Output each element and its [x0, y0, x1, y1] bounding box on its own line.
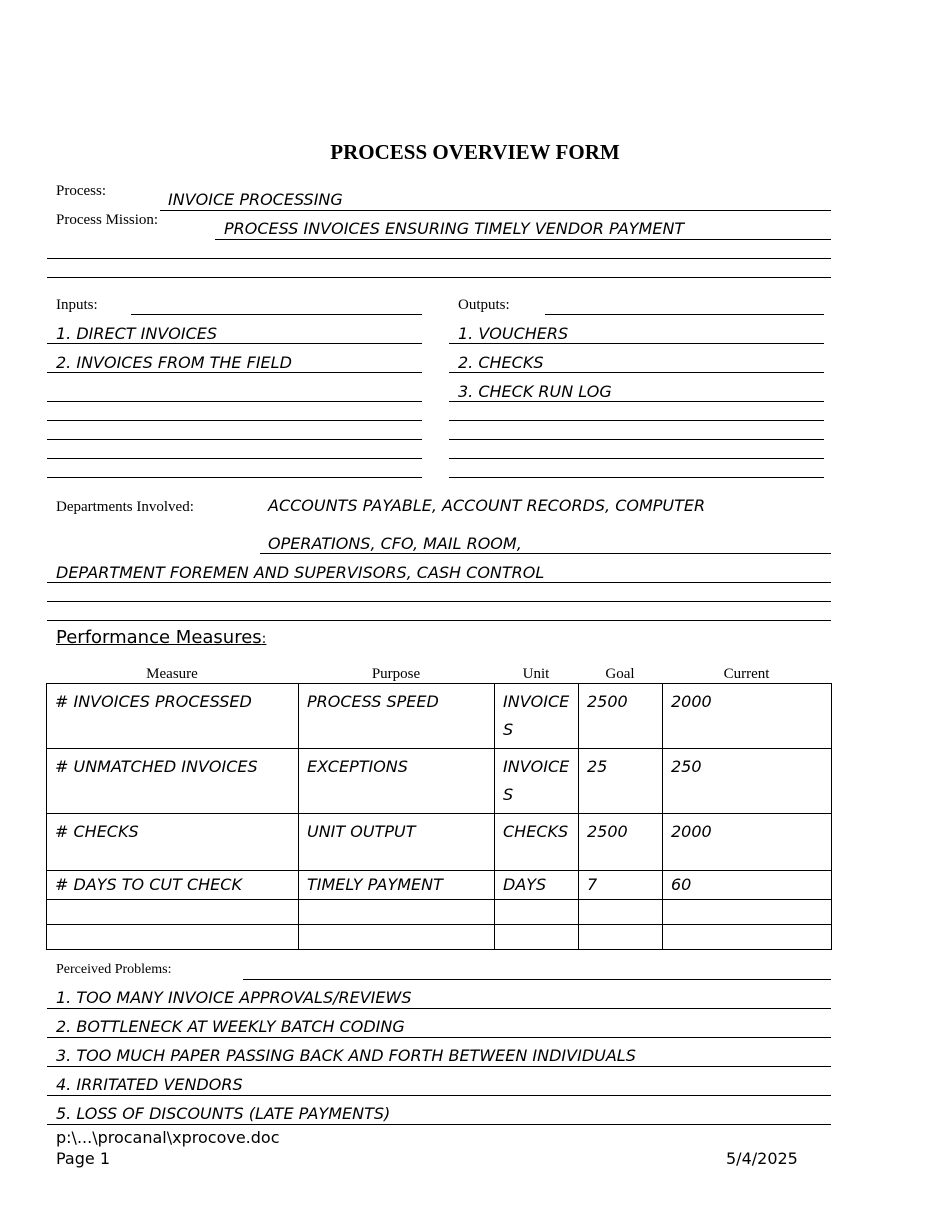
- goal-cell[interactable]: 2500: [579, 814, 663, 871]
- purpose-cell[interactable]: TIMELY PAYMENT: [299, 871, 495, 900]
- departments-line[interactable]: OPERATIONS, CFO, MAIL ROOM,: [268, 534, 522, 553]
- column-header-current: Current: [723, 666, 770, 682]
- performance-heading: Performance Measures:: [56, 627, 267, 648]
- process-underline: [160, 210, 831, 211]
- input-line: [47, 401, 422, 402]
- input-line: [47, 477, 422, 478]
- problem-item[interactable]: 5. LOSS OF DISCOUNTS (LATE PAYMENTS): [56, 1104, 391, 1123]
- problem-item[interactable]: 3. TOO MUCH PAPER PASSING BACK AND FORTH BETWEEN INDIVIDUALS: [56, 1046, 636, 1065]
- mission-underline: [215, 239, 831, 240]
- departments-label: Departments Involved:: [56, 499, 194, 515]
- output-line: [449, 372, 824, 373]
- purpose-cell[interactable]: EXCEPTIONS: [299, 749, 495, 814]
- form-title: PROCESS OVERVIEW FORM: [330, 140, 620, 164]
- current-cell[interactable]: [663, 900, 832, 925]
- outputs-underline: [545, 314, 824, 315]
- current-cell[interactable]: 2000: [663, 814, 832, 871]
- unit-cell[interactable]: CHECKS: [495, 814, 579, 871]
- output-line: [449, 420, 824, 421]
- mission-label: Process Mission:: [56, 212, 159, 228]
- inputs-underline: [131, 314, 422, 315]
- purpose-cell[interactable]: [299, 900, 495, 925]
- departments-underline: [47, 582, 831, 583]
- measure-cell[interactable]: # INVOICES PROCESSED: [47, 684, 299, 749]
- current-cell[interactable]: [663, 925, 832, 950]
- output-line: [449, 458, 824, 459]
- input-line: [47, 343, 422, 344]
- input-line: [47, 372, 422, 373]
- measure-cell[interactable]: # DAYS TO CUT CHECK: [47, 871, 299, 900]
- problem-item[interactable]: 1. TOO MANY INVOICE APPROVALS/REVIEWS: [56, 988, 412, 1007]
- table-row: [47, 925, 832, 950]
- goal-cell[interactable]: [579, 925, 663, 950]
- unit-cell[interactable]: INVOICES: [495, 684, 579, 749]
- measure-cell[interactable]: [47, 925, 299, 950]
- problem-item[interactable]: 2. BOTTLENECK AT WEEKLY BATCH CODING: [56, 1017, 405, 1036]
- table-row: [47, 749, 832, 814]
- output-item[interactable]: 1. VOUCHERS: [458, 324, 569, 343]
- departments-blank-line: [47, 601, 831, 602]
- input-line: [47, 420, 422, 421]
- table-row: [47, 684, 832, 749]
- mission-blank-line: [47, 258, 831, 259]
- problems-label: Perceived Problems:: [56, 962, 172, 977]
- goal-cell[interactable]: 25: [579, 749, 663, 814]
- current-cell[interactable]: 2000: [663, 684, 832, 749]
- input-line: [47, 458, 422, 459]
- problem-line: [47, 1037, 831, 1038]
- goal-cell[interactable]: 7: [579, 871, 663, 900]
- column-header-measure: Measure: [146, 666, 198, 682]
- output-line: [449, 343, 824, 344]
- performance-table: [46, 683, 832, 950]
- outputs-label: Outputs:: [458, 297, 510, 313]
- unit-cell[interactable]: [495, 900, 579, 925]
- unit-cell[interactable]: INVOICES: [495, 749, 579, 814]
- input-line: [47, 439, 422, 440]
- problem-line: [47, 1008, 831, 1009]
- table-row: [47, 814, 832, 871]
- output-line: [449, 477, 824, 478]
- table-row: [47, 900, 832, 925]
- input-item[interactable]: 2. INVOICES FROM THE FIELD: [56, 353, 292, 372]
- current-cell[interactable]: 60: [663, 871, 832, 900]
- column-header-purpose: Purpose: [371, 666, 421, 682]
- column-header-unit: Unit: [522, 666, 550, 682]
- problems-underline: [243, 979, 831, 980]
- departments-blank-line: [47, 620, 831, 621]
- column-header-goal: Goal: [605, 666, 635, 682]
- problem-line: [47, 1066, 831, 1067]
- output-item[interactable]: 3. CHECK RUN LOG: [458, 382, 612, 401]
- problem-item[interactable]: 4. IRRITATED VENDORS: [56, 1075, 243, 1094]
- unit-cell[interactable]: [495, 925, 579, 950]
- output-line: [449, 401, 824, 402]
- mission-value[interactable]: PROCESS INVOICES ENSURING TIMELY VENDOR PAYMENT: [224, 219, 685, 238]
- input-item[interactable]: 1. DIRECT INVOICES: [56, 324, 218, 343]
- purpose-cell[interactable]: UNIT OUTPUT: [299, 814, 495, 871]
- unit-cell[interactable]: DAYS: [495, 871, 579, 900]
- process-value[interactable]: INVOICE PROCESSING: [168, 190, 343, 209]
- goal-cell[interactable]: [579, 900, 663, 925]
- footer-file-path: p:\...\procanal\xprocove.doc: [56, 1128, 280, 1147]
- inputs-label: Inputs:: [56, 297, 98, 313]
- process-label: Process:: [56, 183, 106, 199]
- departments-line[interactable]: DEPARTMENT FOREMEN AND SUPERVISORS, CASH CONTROL: [56, 563, 545, 582]
- departments-line[interactable]: ACCOUNTS PAYABLE, ACCOUNT RECORDS, COMPUTER: [268, 496, 706, 515]
- goal-cell[interactable]: 2500: [579, 684, 663, 749]
- measure-cell[interactable]: # CHECKS: [47, 814, 299, 871]
- purpose-cell[interactable]: PROCESS SPEED: [299, 684, 495, 749]
- footer-page-number: Page 1: [56, 1149, 110, 1168]
- measure-cell[interactable]: # UNMATCHED INVOICES: [47, 749, 299, 814]
- problem-line: [47, 1095, 831, 1096]
- table-row: [47, 871, 832, 900]
- purpose-cell[interactable]: [299, 925, 495, 950]
- measure-cell[interactable]: [47, 900, 299, 925]
- problem-line: [47, 1124, 831, 1125]
- current-cell[interactable]: 250: [663, 749, 832, 814]
- output-item[interactable]: 2. CHECKS: [458, 353, 544, 372]
- mission-blank-line: [47, 277, 831, 278]
- output-line: [449, 439, 824, 440]
- footer-date: 5/4/2025: [726, 1149, 798, 1168]
- departments-underline: [260, 553, 831, 554]
